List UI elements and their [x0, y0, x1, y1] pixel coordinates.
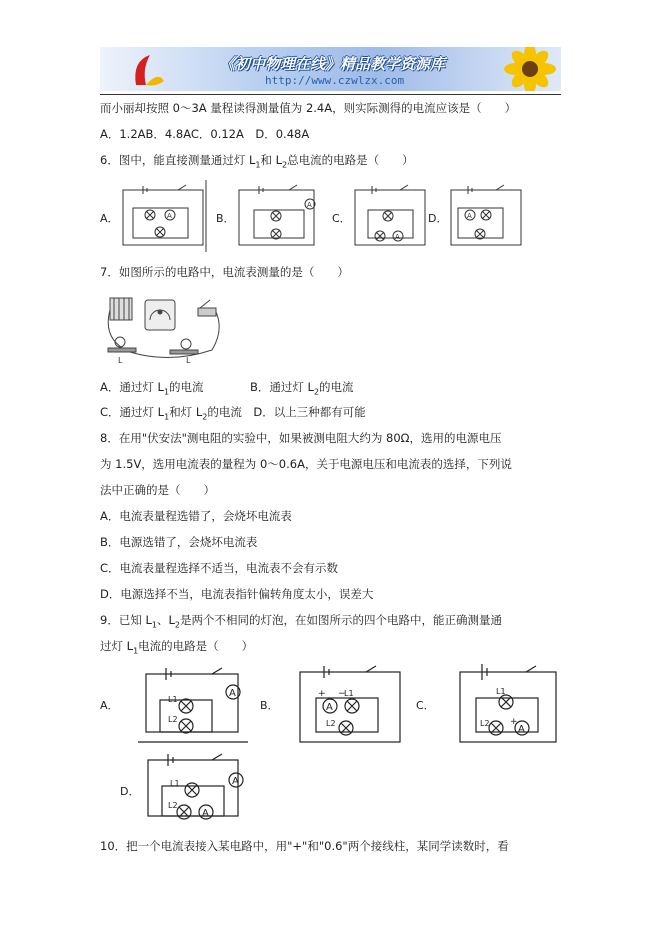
q8-option-b[interactable]: B．电源选错了，会烧坏电流表: [100, 535, 258, 549]
svg-text:A: A: [395, 233, 400, 241]
q5-line: 而小丽却按照 0～3A 量程读得测量值为 2.4A，则实际测得的电流应该是（ ）: [100, 101, 517, 115]
q6-circuit-c: [350, 180, 430, 252]
q7-option-b[interactable]: B．通过灯 $L_2$的电流: [250, 380, 354, 397]
q6-circuit-b: [234, 180, 324, 252]
q10-line-1: 10．把一个电流表接入某电路中，用"+"和"0.6"两个接线柱，某同学读数时，看: [100, 839, 509, 853]
q6-option-b-label: B．: [216, 212, 235, 225]
q6-circuit-d: [446, 180, 526, 252]
svg-text:A: A: [229, 688, 236, 699]
svg-text:L2: L2: [168, 801, 178, 810]
svg-text:L: L: [118, 356, 123, 365]
q8-line-1: 8．在用"伏安法"测电阻的实验中，如果被测电阻大约为 80Ω，选用的电源电压: [100, 431, 502, 445]
svg-text:L1: L1: [496, 687, 506, 696]
svg-text:L2: L2: [168, 715, 178, 724]
sunflower-icon: [495, 47, 561, 91]
svg-text:A: A: [467, 212, 472, 220]
svg-text:A: A: [167, 212, 172, 220]
q8-option-a[interactable]: A．电流表量程选错了，会烧坏电流表: [100, 509, 292, 523]
svg-text:L1: L1: [170, 779, 180, 788]
logo-icon: [128, 51, 168, 89]
q6-stem: 6．图中，能直接测量通过灯 $L_1$和 $L_2$总电流的电路是（ ）: [100, 153, 414, 170]
q6-option-c-label: C．: [332, 212, 351, 225]
q8-line-3: 法中正确的是（ ）: [100, 483, 215, 497]
banner-url: http://www.czwlzx.com: [265, 74, 405, 87]
q5-options: A．1.2AB．4.8AC．0.12A D．0.48A: [100, 127, 310, 141]
q7-option-cd[interactable]: C．通过灯 $L_1$和灯 $L_2$的电流 D．以上三种都有可能: [100, 405, 366, 422]
svg-text:L2: L2: [326, 719, 336, 728]
svg-text:L: L: [186, 356, 191, 365]
q9-option-c-label: C．: [416, 699, 435, 712]
q9-circuit-a: [138, 662, 248, 744]
svg-text:A: A: [326, 702, 333, 713]
q9-option-b-label: B．: [260, 699, 279, 712]
q6-circuit-a: [118, 180, 208, 252]
svg-text:L1: L1: [344, 689, 354, 698]
header-divider: [100, 94, 561, 95]
q8-option-d[interactable]: D．电源选择不当，电流表指针偏转角度太小，误差大: [100, 587, 374, 601]
q9-option-a-label: A．: [100, 699, 119, 712]
svg-text:L2: L2: [480, 719, 490, 728]
q9-circuit-c: [456, 658, 560, 746]
svg-text:A: A: [202, 808, 209, 819]
q6-option-d-label: D．: [428, 212, 448, 225]
q8-option-c[interactable]: C．电流表量程选择不适当，电流表不会有示数: [100, 561, 339, 575]
svg-text:A: A: [307, 201, 312, 209]
q9-line-1: 9．已知 $L_1$、$L_2$是两个不相同的灯泡，在如图所示的四个电路中，能正确测量通: [100, 613, 502, 630]
q7-option-a[interactable]: A．通过灯 $L_1$的电流: [100, 380, 204, 397]
svg-text:−: −: [338, 689, 346, 699]
q9-option-d-label: D．: [120, 785, 140, 798]
svg-text:+: +: [510, 717, 518, 727]
svg-text:+: +: [318, 689, 326, 699]
banner-title: 《初中物理在线》精品教学资源库: [220, 55, 446, 73]
svg-text:A: A: [518, 724, 525, 735]
q6-option-a-label: A．: [100, 212, 119, 225]
svg-text:A: A: [232, 776, 239, 787]
header-banner: [100, 47, 561, 91]
q9-circuit-b: [296, 660, 406, 744]
q9-circuit-d: [140, 748, 250, 830]
q9-line-2: 过灯 $L_1$电流的电路是（ ）: [100, 639, 254, 656]
q7-circuit-figure: [100, 290, 225, 365]
q7-stem: 7．如图所示的电路中，电流表测量的是（ ）: [100, 265, 349, 279]
svg-text:L1: L1: [168, 695, 178, 704]
q8-line-2: 为 1.5V，选用电流表的量程为 0～0.6A，关于电源电压和电流表的选择，下列说: [100, 457, 512, 471]
